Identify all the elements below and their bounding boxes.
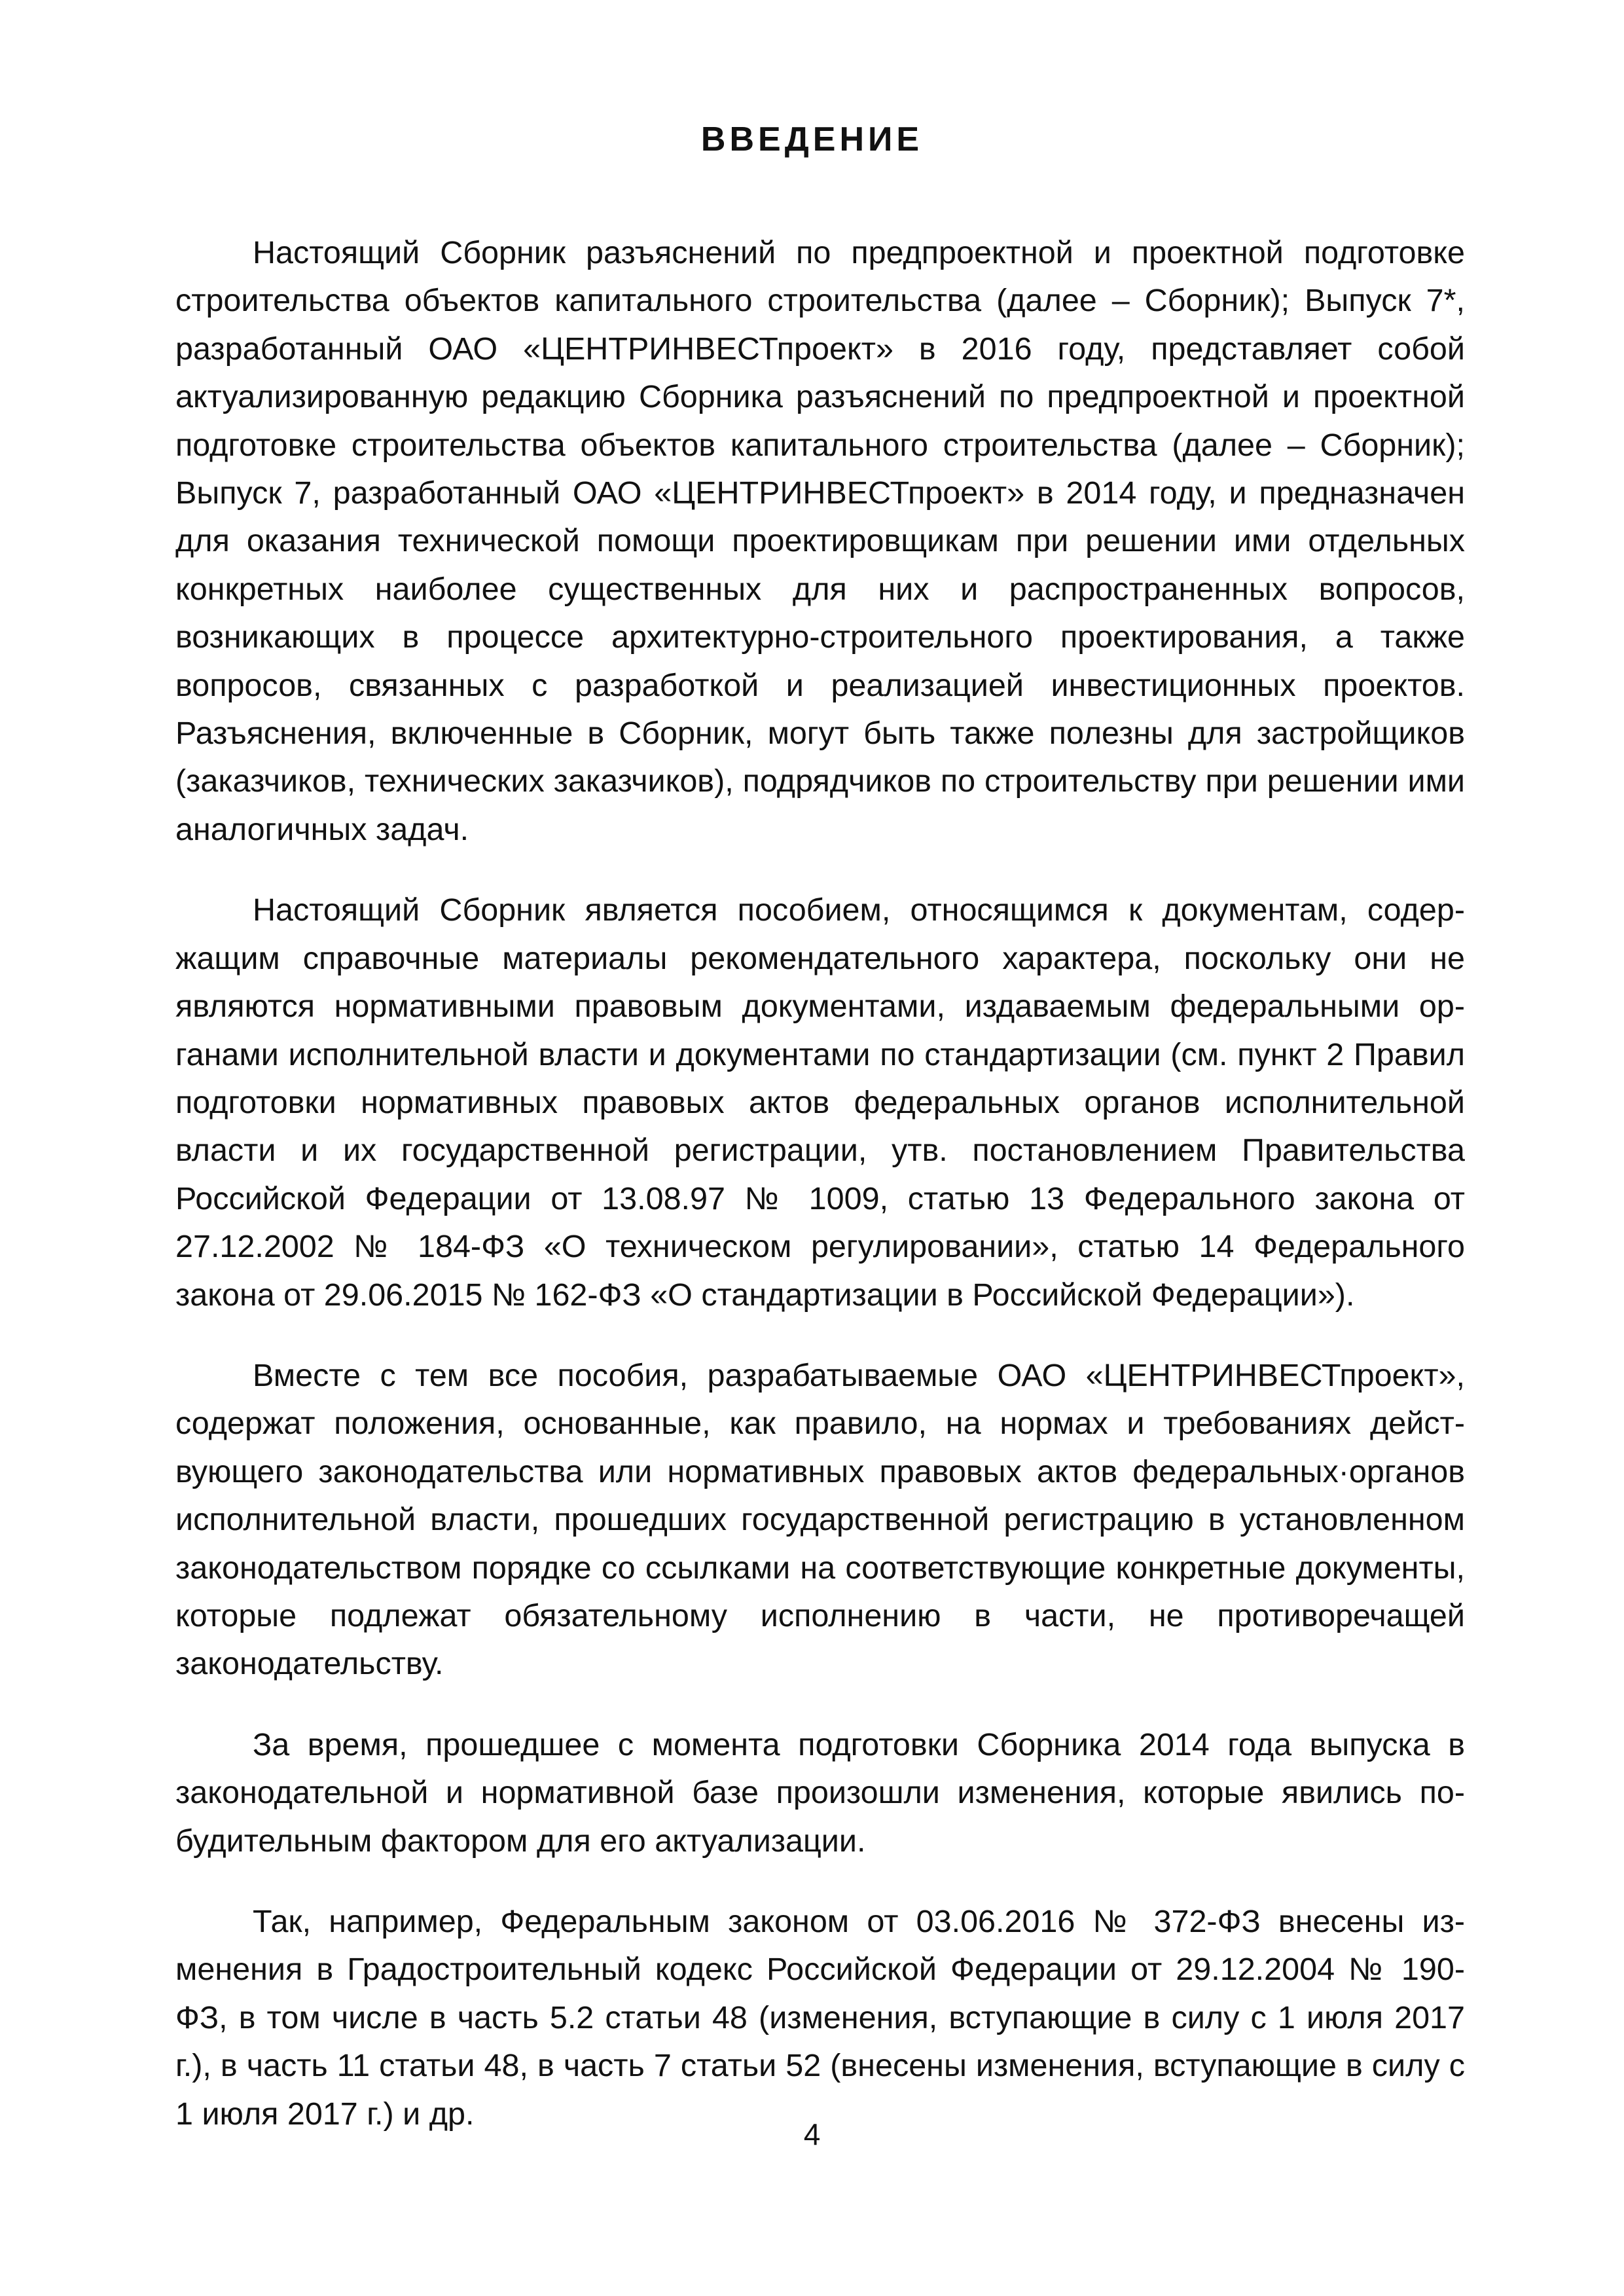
paragraph-4: За время, прошедшее с момента подготовки Сборника 2014 года выпуска в законодательной и нормативной базе произошли изменения, которые явились побудительным фактором для его актуализации. <box>175 1726 1465 1859</box>
page-title: ВВЕДЕНИЕ <box>700 120 924 158</box>
page-number: 4 <box>803 2117 821 2151</box>
paragraph-5: Так, например, Федеральным законом от 03.06.2016 № 372-ФЗ внесены изменения в Градостроительный кодекс Российской Федерации от 29.12.2004 № 190-ФЗ, в том числе в часть 5.2 статьи 48 (изменения, вступающие в силу с 1 июля 2017 г.), в часть 11 статьи 48, в часть 7 статьи 52 (внесены изменения, вступающие в силу с 1 июля 2017 г.) и др. <box>175 1904 1465 2132</box>
body-text <box>175 229 1465 2171</box>
paragraph-3: Вместе с тем все пособия, разрабатываемые ОАО «ЦЕНТРИНВЕСТпроект», содержат положения, основанные, как правило, на нормах и требованиях действующего законодательства или нормативных правовых актов федеральных·органов исполнительной власти, прошедших государственной регистрацию в установленном законодательством порядке со ссылками на соответствующие конкретные документы, которые подлежат обязательному исполнению в части, не противоречащей законодательству. <box>175 1357 1465 1682</box>
paragraph-1: Настоящий Сборник разъяснений по предпроектной и проектной подготовке строительства объектов капитального строительства (далее – Сборник); Выпуск 7*, разработанный ОАО «ЦЕНТРИНВЕСТпроект» в 2016 году, представляет собой актуализированную редакцию Сборника разъяснений по предпроектной и проектной подготовке строительства объектов капитального строительства (далее – Сборник); Выпуск 7, разработанный ОАО «ЦЕНТРИНВЕСТпроект» в 2014 году, и предназначен для оказания технической помощи проектировщикам при решении ими отдельных конкретных наиболее существенных для них и распространенных вопросов, возникающих в процессе архитектурно-строительного проектирования, а также вопросов, связанных с разработкой и реализацией инвестиционных проектов. Разъяснения, включенные в Сборник, могут быть также полезны для застройщиков (заказчиков, технических заказчиков), подрядчиков по строительству при решении ими аналогичных задач. <box>175 235 1465 847</box>
paragraph-2: Настоящий Сборник является пособием, относящимся к документам, содержащим справочные материалы рекомендательного характера, поскольку они не являются нормативными правовым документами, издаваемым федеральными органами исполнительной власти и документами по стандартизации (см. пункт 2 Правил подготовки нормативных правовых актов федеральных органов исполнительной власти и их государственной регистрации, утв. постановлением Правительства Российской Федерации от 13.08.97 № 1009, статью 13 Федерального закона от 27.12.2002 № 184-ФЗ «О техническом регулировании», статью 14 Федерального закона от 29.06.2015 № 162-ФЗ «О стандартизации в Российской Федерации»). <box>175 892 1465 1313</box>
